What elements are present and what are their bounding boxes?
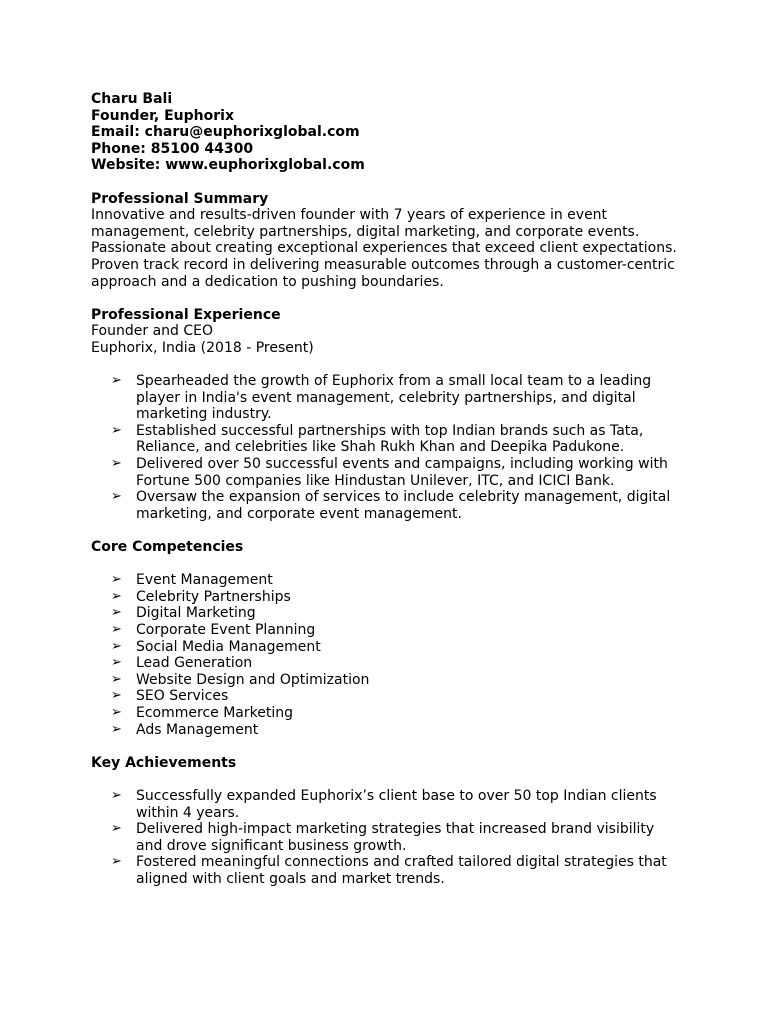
arrow-bullet-icon: ➢ xyxy=(111,489,122,505)
experience-heading: Professional Experience xyxy=(91,306,281,323)
bullet-text: Oversaw the expansion of services to include celebrity management, digital marketing, and corporate event management. xyxy=(136,489,671,522)
summary-line: Proven track record in delivering measurable outcomes through a customer-centric xyxy=(91,256,675,273)
experience-bullets xyxy=(91,373,691,522)
arrow-bullet-icon: ➢ xyxy=(111,588,122,604)
summary-line: Passionate about creating exceptional experiences that exceed client expectations. xyxy=(91,240,677,257)
list-item xyxy=(91,788,691,821)
experience-role: Founder and CEO xyxy=(91,323,214,340)
arrow-bullet-icon: ➢ xyxy=(111,688,122,704)
arrow-bullet-icon: ➢ xyxy=(111,854,122,870)
summary-line: approach and a dedication to pushing boundaries. xyxy=(91,273,444,290)
arrow-bullet-icon: ➢ xyxy=(111,622,122,637)
candidate-title: Founder, Euphorix xyxy=(91,107,234,124)
list-item xyxy=(91,605,691,622)
competencies-list xyxy=(91,572,691,738)
experience-company: Euphorix, India (2018 - Present) xyxy=(91,339,314,356)
arrow-bullet-icon: ➢ xyxy=(111,787,122,803)
list-item xyxy=(91,622,691,639)
arrow-bullet-icon: ➢ xyxy=(111,422,122,438)
list-item xyxy=(91,489,691,522)
competencies-heading: Core Competencies xyxy=(91,539,244,556)
arrow-bullet-icon: ➢ xyxy=(111,605,122,621)
arrow-bullet-icon: ➢ xyxy=(111,373,122,389)
list-item xyxy=(91,589,691,606)
list-item xyxy=(91,572,691,589)
arrow-bullet-icon: ➢ xyxy=(111,704,122,720)
arrow-bullet-icon: ➢ xyxy=(111,671,122,687)
bullet-text: Established successful partnerships with top Indian brands such as Tata, Reliance, and celebrities like Shah Rukh Khan and Deepika Padukone. xyxy=(136,422,644,456)
list-item xyxy=(91,423,691,456)
candidate-name: Charu Bali xyxy=(91,91,173,107)
competency: Digital Marketing xyxy=(136,605,256,622)
list-item xyxy=(91,639,691,656)
list-item xyxy=(91,854,691,887)
summary-line: management, celebrity partnerships, digital marketing, and corporate events. xyxy=(91,223,640,240)
bullet-text: Successfully expanded Euphorix’s client base to over 50 top Indian clients within 4 years. xyxy=(136,787,657,821)
contact-email: Email: charu@euphorixglobal.com xyxy=(91,124,360,141)
bullet-text: Spearheaded the growth of Euphorix from a small local team to a leading player in India's event management, celebrity partnerships, and digital marketing industry. xyxy=(136,373,652,423)
competency: SEO Services xyxy=(136,688,229,705)
competency: Ads Management xyxy=(136,721,259,738)
list-item xyxy=(91,672,691,689)
list-item xyxy=(91,722,691,739)
competency: Ecommerce Marketing xyxy=(136,704,293,721)
contact-website: Website: www.euphorixglobal.com xyxy=(91,157,365,174)
list-item xyxy=(91,456,691,489)
arrow-bullet-icon: ➢ xyxy=(111,456,122,472)
arrow-bullet-icon: ➢ xyxy=(111,572,122,588)
competency: Event Management xyxy=(136,572,273,589)
competency: Lead Generation xyxy=(136,655,253,672)
list-item xyxy=(91,821,691,854)
list-item xyxy=(91,655,691,672)
resume-page xyxy=(91,91,691,888)
bullet-text: Fostered meaningful connections and crafted tailored digital strategies that aligned with client goals and market trends. xyxy=(136,854,667,887)
summary-line: Innovative and results-driven founder with 7 years of experience in event xyxy=(91,207,608,224)
list-item xyxy=(91,373,691,423)
arrow-bullet-icon: ➢ xyxy=(111,638,122,654)
arrow-bullet-icon: ➢ xyxy=(111,721,122,737)
competency: Social Media Management xyxy=(136,638,321,655)
bullet-text: Delivered high-impact marketing strategies that increased brand visibility and drove significant business growth. xyxy=(136,821,655,854)
list-item xyxy=(91,688,691,705)
competency: Celebrity Partnerships xyxy=(136,588,291,605)
achievements-heading: Key Achievements xyxy=(91,754,237,771)
achievements-list xyxy=(91,788,691,888)
bullet-text: Delivered over 50 successful events and campaigns, including working with Fortune 500 companies like Hindustan Unilever, ITC, and ICICI Bank. xyxy=(136,456,668,489)
contact-phone: Phone: 85100 44300 xyxy=(91,140,254,157)
summary-heading: Professional Summary xyxy=(91,190,269,207)
competency: Website Design and Optimization xyxy=(136,671,370,688)
list-item xyxy=(91,705,691,722)
competency: Corporate Event Planning xyxy=(136,622,316,638)
arrow-bullet-icon: ➢ xyxy=(111,821,122,837)
arrow-bullet-icon: ➢ xyxy=(111,655,122,671)
